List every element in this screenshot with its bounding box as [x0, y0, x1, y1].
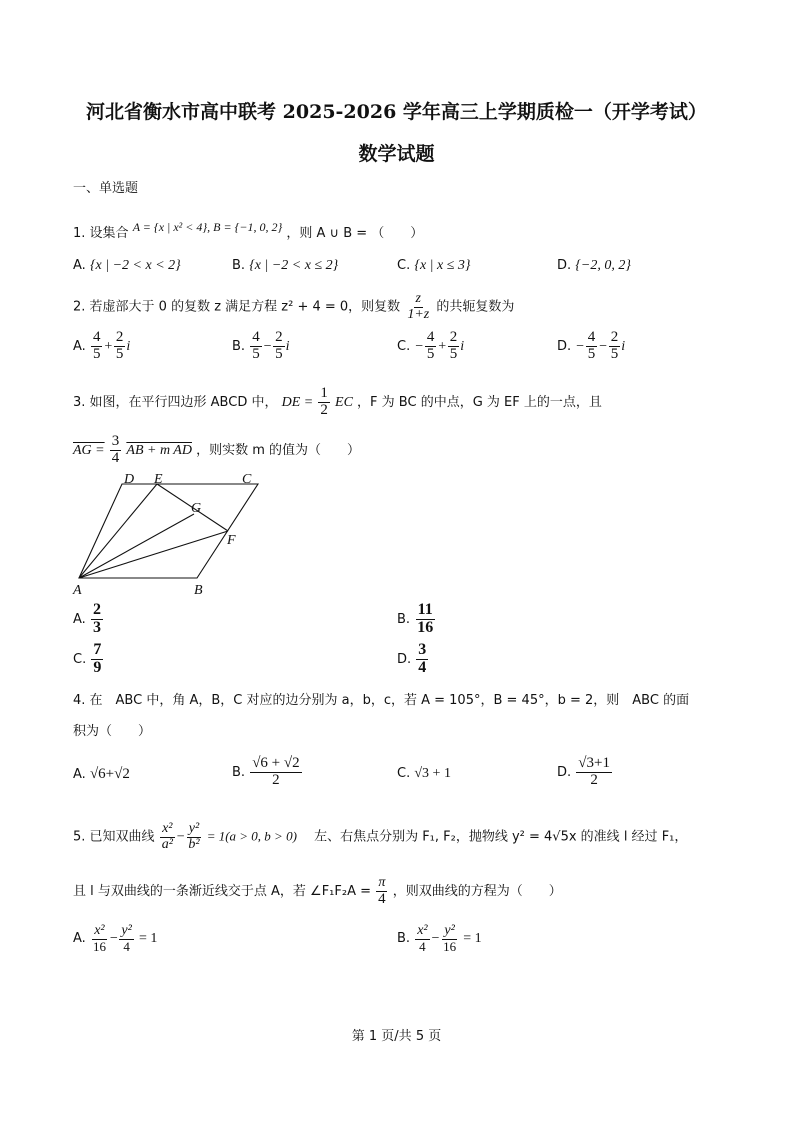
q3-text: ，则实数 m 的值为（ ）	[196, 442, 361, 458]
frac-den: 5	[275, 345, 283, 362]
frac-den: 2	[320, 401, 328, 418]
option-label: C.	[397, 338, 411, 354]
option-value: = 1	[138, 931, 158, 947]
frac-den: 2	[590, 771, 598, 788]
frac-num: 2	[275, 329, 283, 345]
frac-den: 3	[92, 618, 101, 636]
page-title: 河北省衡水市高中联考 2025-2026 学年高三上学期质检一（开学考试）	[86, 101, 707, 123]
q3-math: DE =	[281, 394, 314, 410]
question-1	[73, 222, 423, 241]
frac-den: 5	[92, 345, 101, 362]
q3-option-c	[73, 642, 104, 677]
frac-den: 16	[92, 938, 106, 954]
q5-math: = 1(a > 0, b > 0)	[206, 828, 297, 844]
q1-suffix: ，则 A ∪ B = （ ）	[286, 226, 424, 241]
frac-den: 16	[443, 938, 457, 954]
question-4-line2: 积为（ ）	[73, 724, 152, 739]
option-label: A.	[73, 611, 86, 627]
frac-num: 2	[92, 601, 101, 618]
operator: −	[598, 338, 608, 354]
option-label: A.	[73, 767, 86, 782]
q5-text: 5. 已知双曲线	[73, 829, 155, 845]
q5-text: 且 l 与双曲线的一条渐近线交于点 A，若 ∠F₁F₂A =	[73, 884, 371, 900]
frac-num: 7	[93, 641, 102, 658]
q3-text: 3. 如图，在平行四边形 ABCD 中，	[73, 394, 278, 410]
option-label: A.	[73, 931, 86, 947]
frac-num: y²	[444, 923, 455, 938]
option-value: {x | −2 < x ≤ 2}	[249, 258, 339, 273]
frac-num: 2	[449, 329, 458, 345]
option-label: B.	[232, 764, 246, 780]
option-value: √6+√2	[89, 766, 130, 782]
q1-option-d	[557, 258, 631, 274]
option-label: D.	[557, 258, 572, 273]
question-5-line1: 5. 已知双曲线 $\frac{\text{x²}}{\text{a²}}$ − $\frac{\text{y²}}{\text{b²}}$ = 1(a > 0, b > 0) 左、右焦点分别为 F₁, F₂，抛物线 y² = 4√5x 的准线 l 经过 F₁，	[73, 821, 688, 852]
q3-vector: AB + m AD	[126, 442, 192, 458]
frac-den: 5	[610, 345, 619, 362]
label-a: A	[73, 583, 82, 598]
sign: −	[575, 338, 585, 354]
q4-option-c	[397, 766, 451, 782]
frac-num: 4	[252, 329, 260, 345]
option-label: B.	[232, 338, 246, 354]
q5-text: ，则双曲线的方程为（ ）	[392, 884, 562, 900]
question-2	[73, 292, 514, 322]
parallelogram-figure	[70, 472, 270, 600]
label-c: C	[242, 472, 252, 487]
question-5-line2	[73, 876, 562, 907]
q5-text: 左、右焦点分别为 F₁, F₂，抛物线 y² = 4√5x 的准线 l 经过 F₁，	[301, 829, 688, 845]
operator: +	[437, 338, 447, 354]
frac-num: y²	[121, 923, 132, 938]
section-heading: 一、单选题	[73, 181, 139, 196]
frac-den: 5	[449, 345, 458, 362]
option-label: C.	[73, 651, 87, 667]
q1-option-a	[73, 258, 181, 274]
q2-option-d: D. − $\frac{4}{5}$ − $\frac{2}{5}$ i	[557, 329, 626, 362]
parallelogram-abcd	[79, 484, 258, 578]
page-footer: 第 1 页/共 5 页	[351, 1029, 442, 1044]
question-3-line2	[73, 434, 360, 467]
frac-den: 4	[123, 938, 130, 954]
frac-den: 5	[426, 345, 435, 362]
frac-num: 11	[417, 601, 433, 618]
frac-num: x²	[162, 821, 173, 836]
q1-option-b	[232, 258, 338, 274]
q3-text: ，F 为 BC 的中点，G 为 EF 上的一点，且	[357, 394, 602, 410]
frac-den: b²	[188, 836, 200, 852]
option-label: A.	[73, 338, 86, 354]
segment-af	[79, 531, 228, 578]
frac-den: 2	[272, 771, 280, 788]
q2-option-b: B. $\frac{4}{5}$ − $\frac{2}{5}$ i	[232, 329, 290, 362]
frac-den: 5	[115, 345, 124, 362]
option-label: D.	[557, 338, 572, 354]
frac-den: a²	[161, 836, 173, 852]
frac-num: x²	[417, 923, 428, 938]
frac-num: 3	[111, 433, 120, 449]
sign: −	[414, 338, 424, 354]
frac-num: x²	[94, 923, 105, 938]
frac-num: 1	[320, 385, 328, 401]
frac-num: y²	[188, 821, 200, 836]
q3-option-b	[397, 602, 436, 637]
frac-num: 2	[115, 329, 124, 345]
frac-den: 5	[252, 345, 260, 362]
q1-prefix: 1. 设集合	[73, 226, 129, 241]
option-value: {x | x ≤ 3}	[414, 258, 471, 273]
option-label: D.	[557, 764, 572, 780]
option-value: √3 + 1	[414, 766, 451, 781]
frac-den: 4	[418, 658, 427, 676]
label-e: E	[154, 472, 163, 487]
q5-option-a: A. $\frac{\text{x²}}{16}$ − $\frac{\text{y²}}{4}$ = 1	[73, 923, 158, 954]
label-g: G	[191, 501, 202, 516]
frac-num: 4	[92, 329, 101, 345]
operator: −	[262, 338, 273, 354]
q2-option-a: A. $\frac{4}{5}$ + $\frac{2}{5}$ i	[73, 329, 131, 362]
option-label: D.	[397, 651, 412, 667]
q2-option-c: C. − $\frac{4}{5}$ + $\frac{2}{5}$ i	[397, 329, 465, 362]
segment-ag	[79, 514, 194, 578]
frac-num: √3+1	[578, 755, 610, 771]
q3-math: EC	[335, 394, 353, 410]
frac-den: 1+z	[407, 306, 430, 322]
option-label: C.	[397, 258, 411, 273]
segment-ae	[79, 484, 157, 578]
frac-den: 5	[587, 345, 596, 362]
q3-option-d	[397, 642, 429, 677]
q1-option-c	[397, 258, 471, 274]
operator: +	[103, 338, 113, 354]
label-b: B	[194, 583, 203, 598]
option-value: {−2, 0, 2}	[575, 258, 631, 273]
q4-option-b	[232, 756, 303, 789]
label-f: F	[227, 533, 236, 548]
frac-den: 16	[417, 618, 434, 636]
frac-num: 4	[587, 329, 596, 345]
question-4-line1: 4. 在 ABC 中，角 A，B，C 对应的边分别为 a，b，c，若 A = 105°，B = 45°，b = 2，则 ABC 的面	[73, 693, 690, 708]
frac-den: 4	[111, 449, 120, 466]
option-label: B.	[397, 611, 411, 627]
option-value: = 1	[463, 931, 482, 947]
q2-fraction	[405, 292, 431, 322]
frac-den: 9	[93, 658, 102, 676]
option-label: B.	[232, 258, 246, 273]
label-d: D	[124, 472, 135, 487]
q1-math: A = {x | x² < 4}, B = {−1, 0, 2}	[132, 220, 283, 234]
q5-option-b: B. $\frac{\text{x²}}{4}$ − $\frac{\text{y²}}{16}$ = 1	[397, 923, 482, 954]
frac-num: 2	[610, 329, 619, 345]
frac-num: z	[415, 291, 421, 306]
question-3-line1	[73, 386, 602, 419]
option-value: {x | −2 < x < 2}	[89, 258, 181, 273]
q4-option-a	[73, 766, 130, 783]
frac-num: 3	[418, 641, 427, 658]
q3-option-a	[73, 602, 104, 637]
q3-vector: AG =	[73, 442, 105, 458]
option-label: A.	[73, 258, 86, 273]
page-subtitle: 数学试题	[358, 143, 435, 165]
q2-prefix: 2. 若虚部大于 0 的复数 z 满足方程 z² + 4 = 0，则复数	[73, 299, 401, 315]
frac-num: √6 + √2	[252, 755, 300, 771]
q4-option-d	[557, 756, 613, 789]
option-label: C.	[397, 766, 411, 781]
q2-suffix: 的共轭复数为	[436, 299, 515, 315]
option-label: B.	[397, 931, 411, 947]
frac-den: 4	[378, 890, 386, 907]
frac-num: π	[378, 875, 386, 890]
frac-num: 4	[426, 329, 435, 345]
frac-den: 4	[419, 938, 426, 954]
